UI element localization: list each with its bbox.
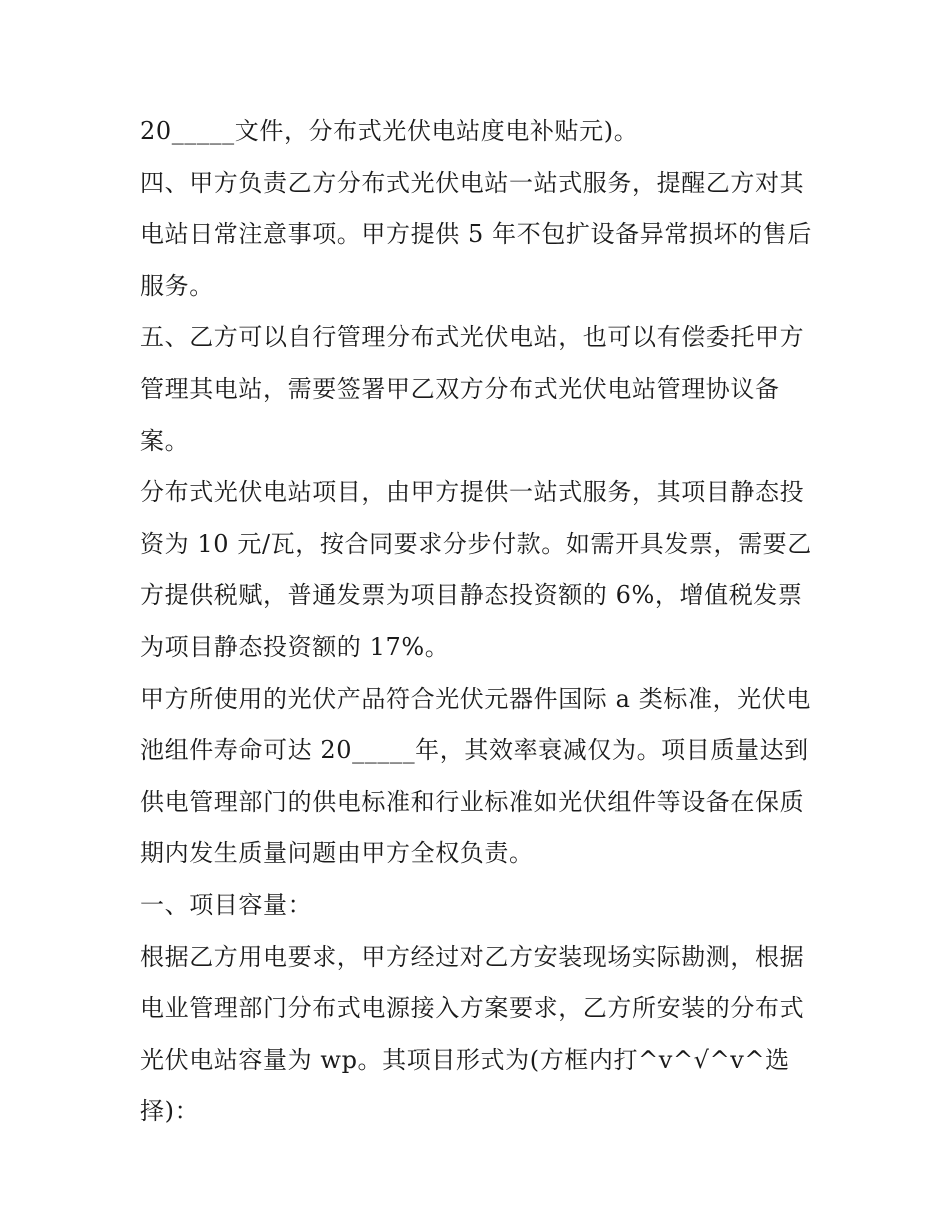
text-line: 管理其电站，需要签署甲乙双方分布式光伏电站管理协议备 [140,374,780,403]
clause-four-heading: 四、甲方负责乙方分布式光伏电站一站式服务，提醒乙方对其 [140,168,805,197]
text-line: 池组件寿命可达 20_____年，其效率衰减仅为。项目质量达到 [140,736,809,765]
text-line: 电站日常注意事项。甲方提供 5 年不包扩设备异常损坏的售后 [140,220,812,249]
text-line: 方提供税赋，普通发票为项目静态投资额的 6%，增值税发票 [140,581,803,610]
paragraph-capacity: 根据乙方用电要求，甲方经过对乙方安装现场实际勘测，根据 [140,942,805,971]
text-line: 择)： [140,1097,200,1126]
text-line: 光伏电站容量为 wp。其项目形式为(方框内打^v^√^v^选 [140,1045,790,1074]
section-heading-capacity: 一、项目容量： [140,890,313,919]
text-line: 20_____文件，分布式光伏电站度电补贴元)。 [140,117,639,145]
text-line: 为项目静态投资额的 17%。 [140,632,450,661]
clause-five-heading: 五、乙方可以自行管理分布式光伏电站，也可以有偿委托甲方 [140,323,805,352]
text-line: 服务。 [140,271,214,300]
paragraph-quality: 甲方所使用的光伏产品符合光伏元器件国际 a 类标准，光伏电 [140,684,811,713]
text-line: 期内发生质量问题由甲方全权负责。 [140,839,534,868]
text-line: 资为 10 元/瓦，按合同要求分步付款。如需开具发票，需要乙 [140,529,812,558]
document-body [140,106,820,1138]
text-line: 案。 [140,426,190,455]
paragraph-investment: 分布式光伏电站项目，由甲方提供一站式服务，其项目静态投 [140,478,805,507]
text-line: 电业管理部门分布式电源接入方案要求，乙方所安装的分布式 [140,994,805,1023]
text-line: 供电管理部门的供电标准和行业标准如光伏组件等设备在保质 [140,787,805,816]
